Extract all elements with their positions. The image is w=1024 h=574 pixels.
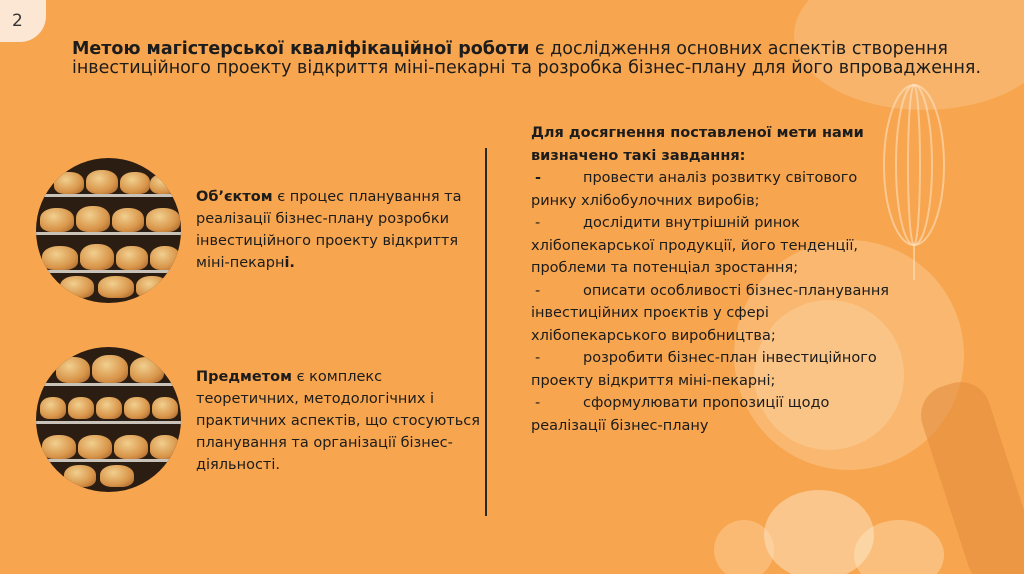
object-end: і. (284, 255, 295, 271)
task-dash: - (535, 215, 541, 231)
task-item (531, 280, 891, 348)
object-label: Об’єктом (196, 189, 273, 205)
task-dash: - (535, 170, 542, 186)
bread-shelf-image (36, 347, 181, 492)
task-dash: - (535, 350, 541, 366)
task-text: сформулювати пропозиції щодо реалізації бізнес-плану (531, 395, 830, 434)
task-dash: - (535, 395, 541, 411)
task-dash: - (535, 282, 541, 299)
rolling-pin-decoration (913, 374, 1024, 574)
object-text: є процес планування та реалізації бізнес-плану розробки інвестиційного проекту відкриття міні-пекарн (196, 189, 462, 271)
task-text: провести аналіз розвитку світового ринку хлібобулочних виробів; (531, 170, 858, 209)
slide-number: 2 (12, 11, 23, 31)
egg-decoration (714, 520, 774, 574)
task-text: дослідити внутрішній ринок хлібопекарської продукції, його тенденції, проблеми та потенціал зростання; (531, 215, 858, 276)
slide-number-badge (0, 0, 46, 42)
task-item (531, 212, 891, 280)
subject-label: Предметом (196, 369, 292, 385)
tasks-title: Для досягнення поставленої мети нами визначено такі завдання: (531, 125, 864, 164)
egg-decoration (854, 520, 944, 574)
page-title (72, 40, 982, 78)
task-text: описати особливості бізнес-планування інвестиційних проєктів у сфері хлібопекарського виробництва; (531, 282, 890, 344)
title-rest: є дослідження основних аспектів створення інвестиційного проекту відкриття міні-пекарні та розробка бізнес-плану для його впровадження. (72, 39, 982, 78)
task-text: розробити бізнес-план інвестиційного проекту відкриття міні-пекарні; (531, 350, 877, 389)
task-item (531, 347, 891, 392)
title-bold: Метою магістерської кваліфікаційної роботи (72, 39, 530, 59)
subject-text: є комплекс теоретичних, методологічних і практичних аспектів, що стосуються планування та організації бізнес-діяльності. (196, 369, 480, 473)
egg-decoration (764, 490, 874, 574)
object-paragraph (196, 186, 476, 274)
bread-shelf-image (36, 158, 181, 303)
vertical-divider (485, 148, 487, 516)
task-item (531, 167, 891, 212)
tasks-block (531, 122, 891, 437)
task-item (531, 392, 891, 437)
subject-paragraph (196, 366, 481, 476)
